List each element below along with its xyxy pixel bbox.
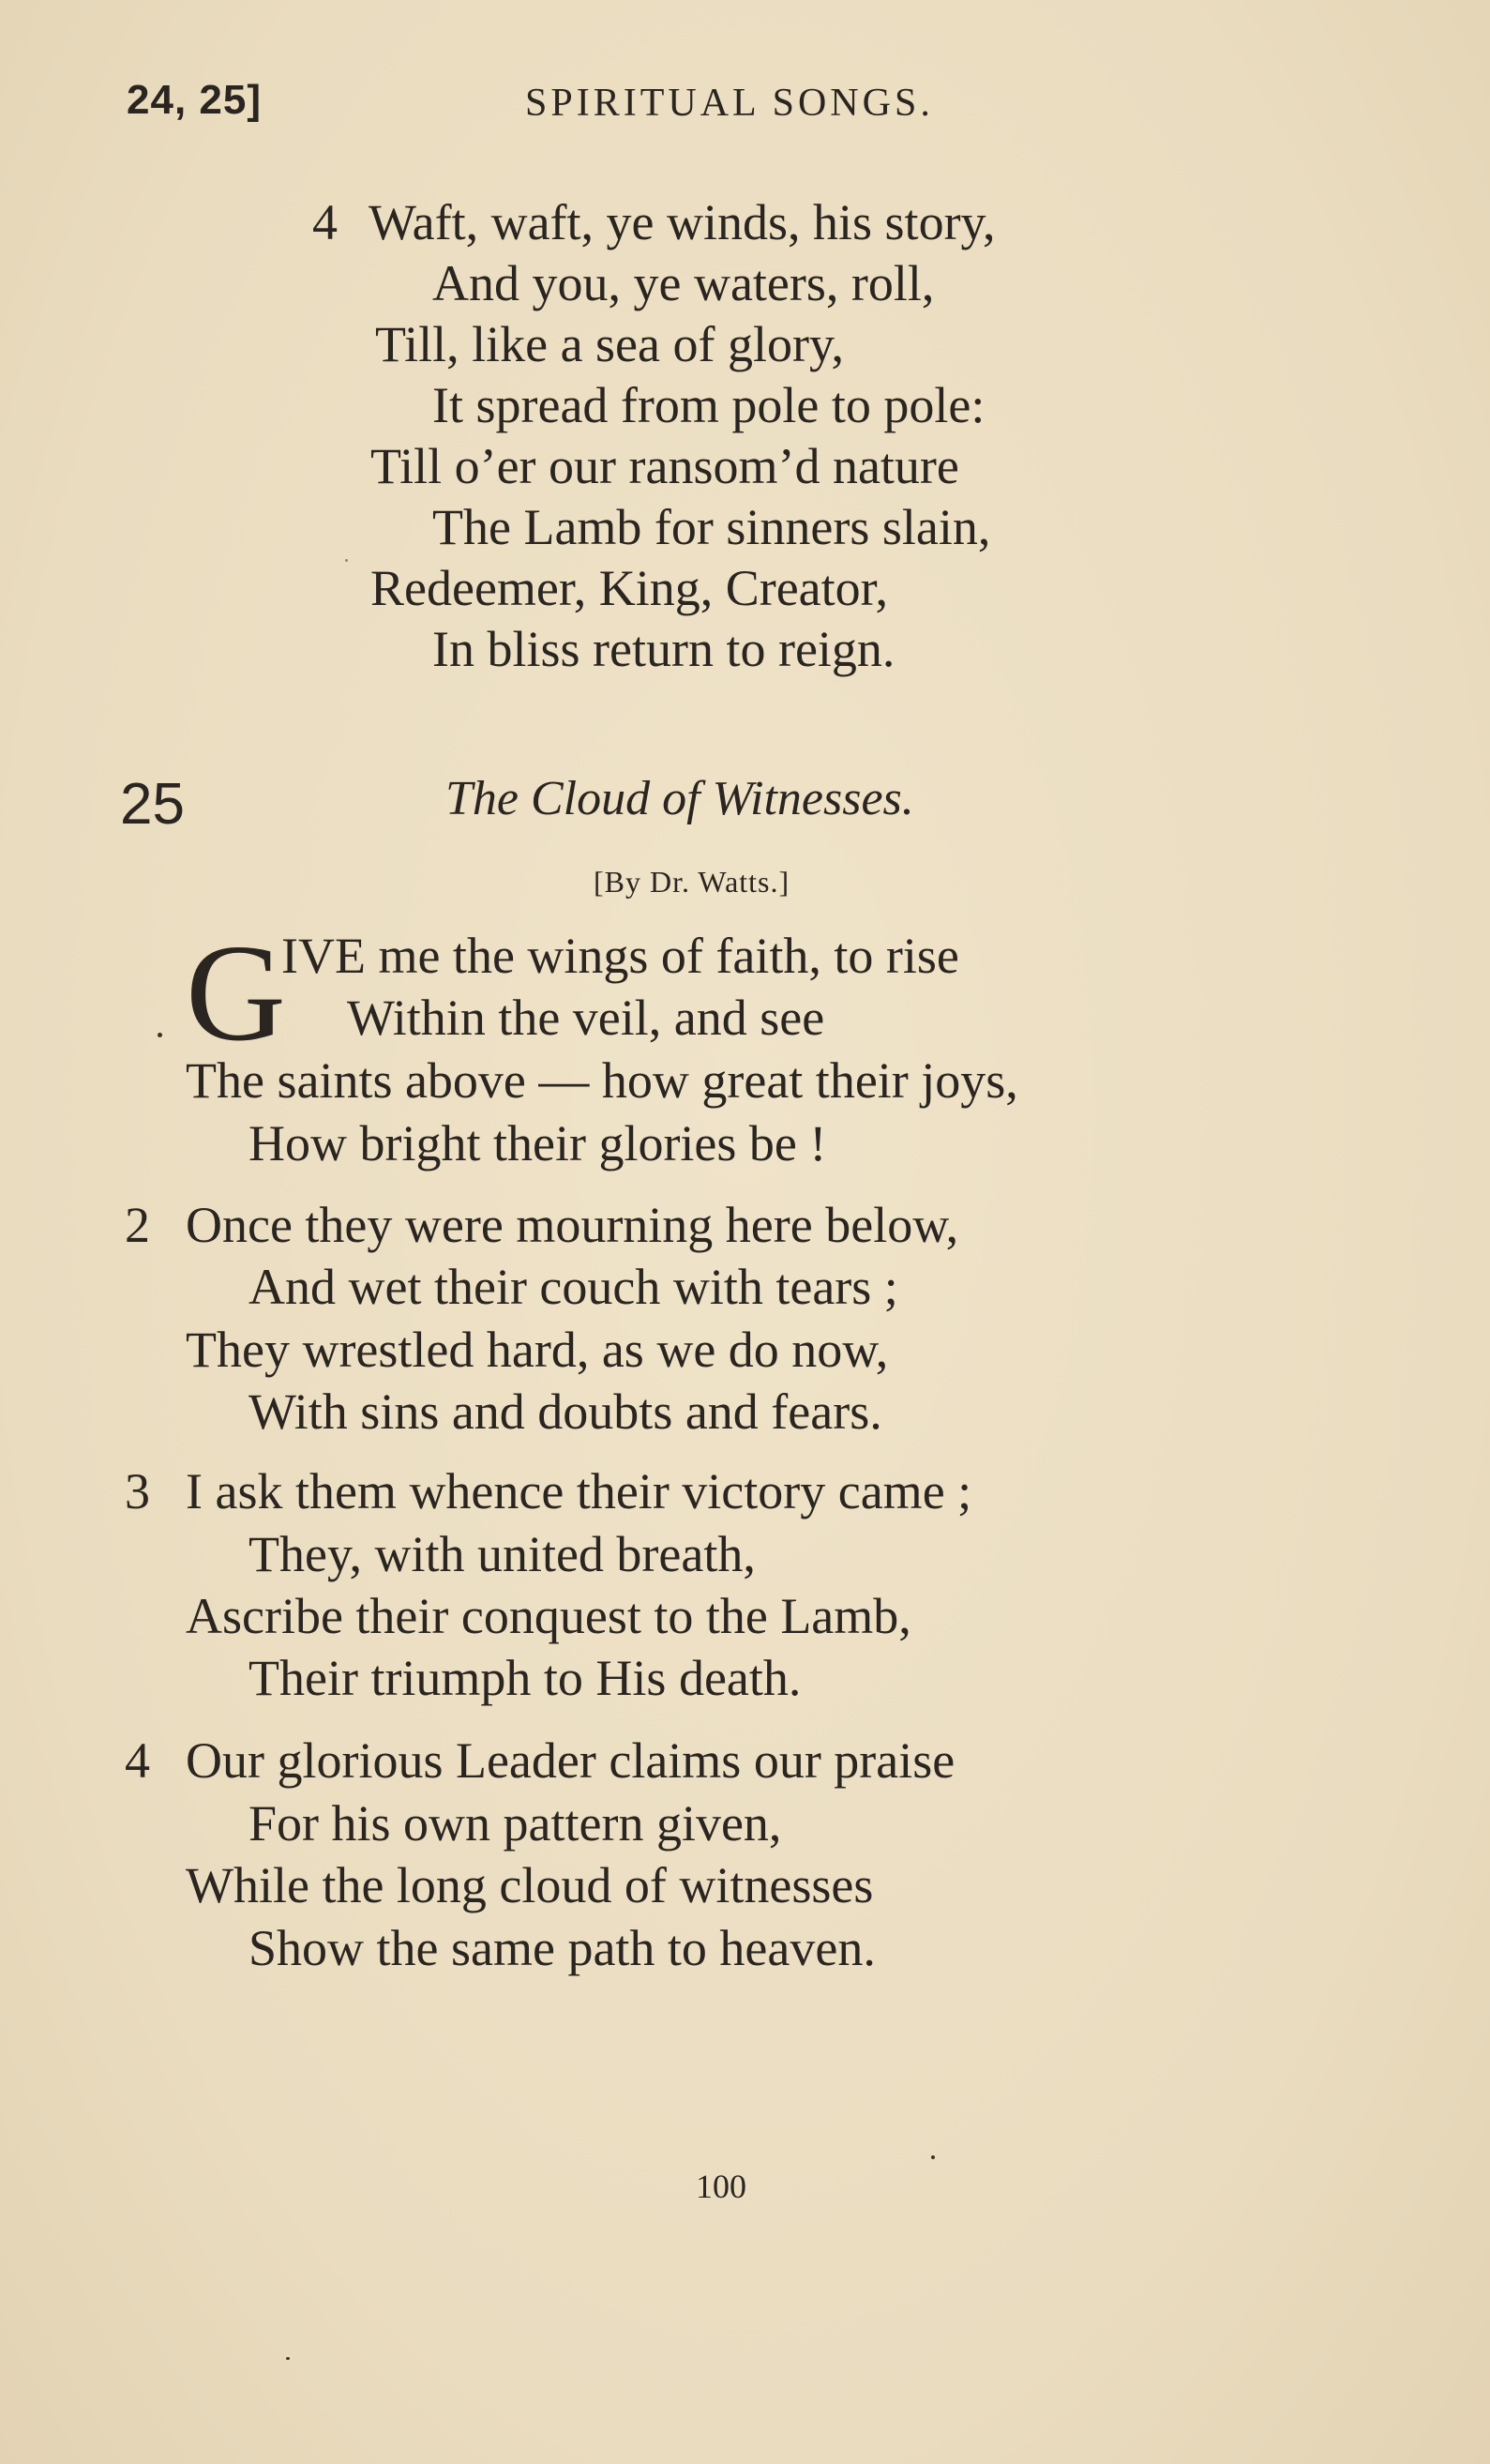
verse-line: Show the same path to heaven.: [248, 1920, 876, 1976]
verse-line: They wrestled hard, as we do now,: [186, 1322, 889, 1378]
verse-line: Within the veil, and see: [347, 990, 825, 1046]
stanza-number: 4: [125, 1732, 150, 1789]
verse-line: While the long cloud of witnesses: [186, 1857, 874, 1913]
hymn-number: 25: [120, 772, 185, 837]
verse-line: The saints above — how great their joys,: [186, 1052, 1018, 1109]
verse-line: I ask them whence their victory came ;: [186, 1463, 972, 1519]
running-head-numbers: 24, 25]: [127, 77, 262, 123]
verse-line: Till o’er our ransom’d nature: [370, 438, 959, 494]
verse-line: And wet their couch with tears ;: [248, 1259, 898, 1315]
verse-line: They, with united breath,: [248, 1526, 756, 1582]
paper-speck: [286, 2357, 290, 2360]
running-head-title: SPIRITUAL SONGS.: [525, 82, 934, 125]
verse-line: It spread from pole to pole:: [432, 377, 986, 433]
paper-speck: [158, 1033, 162, 1037]
verse-line: The Lamb for sinners slain,: [432, 499, 991, 555]
verse-line: Ascribe their conquest to the Lamb,: [186, 1588, 911, 1644]
verse-line: With sins and doubts and fears.: [248, 1383, 882, 1440]
hymn-title: The Cloud of Witnesses.: [445, 772, 914, 825]
verse-line: How bright their glories be !: [248, 1115, 827, 1172]
stanza-number: 2: [125, 1197, 150, 1253]
verse-line: Till, like a sea of glory,: [375, 316, 844, 372]
paper-speck: [931, 2155, 935, 2159]
verse-line: Our glorious Leader claims our praise: [186, 1732, 956, 1789]
drop-cap: G: [186, 916, 286, 1070]
stanza-number: 3: [125, 1463, 150, 1519]
verse-line: And you, ye waters, roll,: [432, 255, 935, 311]
page-number: 100: [696, 2168, 746, 2205]
paper-speck: [345, 559, 348, 562]
verse-line: For his own pattern given,: [248, 1795, 782, 1852]
verse-line: Once they were mourning here below,: [186, 1197, 959, 1253]
stanza-number: 4: [312, 194, 338, 250]
verse-line: Redeemer, King, Creator,: [370, 560, 888, 616]
verse-line: Their triumph to His death.: [248, 1650, 802, 1706]
verse-line: Waft, waft, ye winds, his story,: [369, 194, 996, 250]
hymn-attribution: [By Dr. Watts.]: [594, 865, 790, 899]
verse-line: IVE me the wings of faith, to rise: [281, 928, 959, 984]
verse-line: In bliss return to reign.: [432, 621, 896, 677]
